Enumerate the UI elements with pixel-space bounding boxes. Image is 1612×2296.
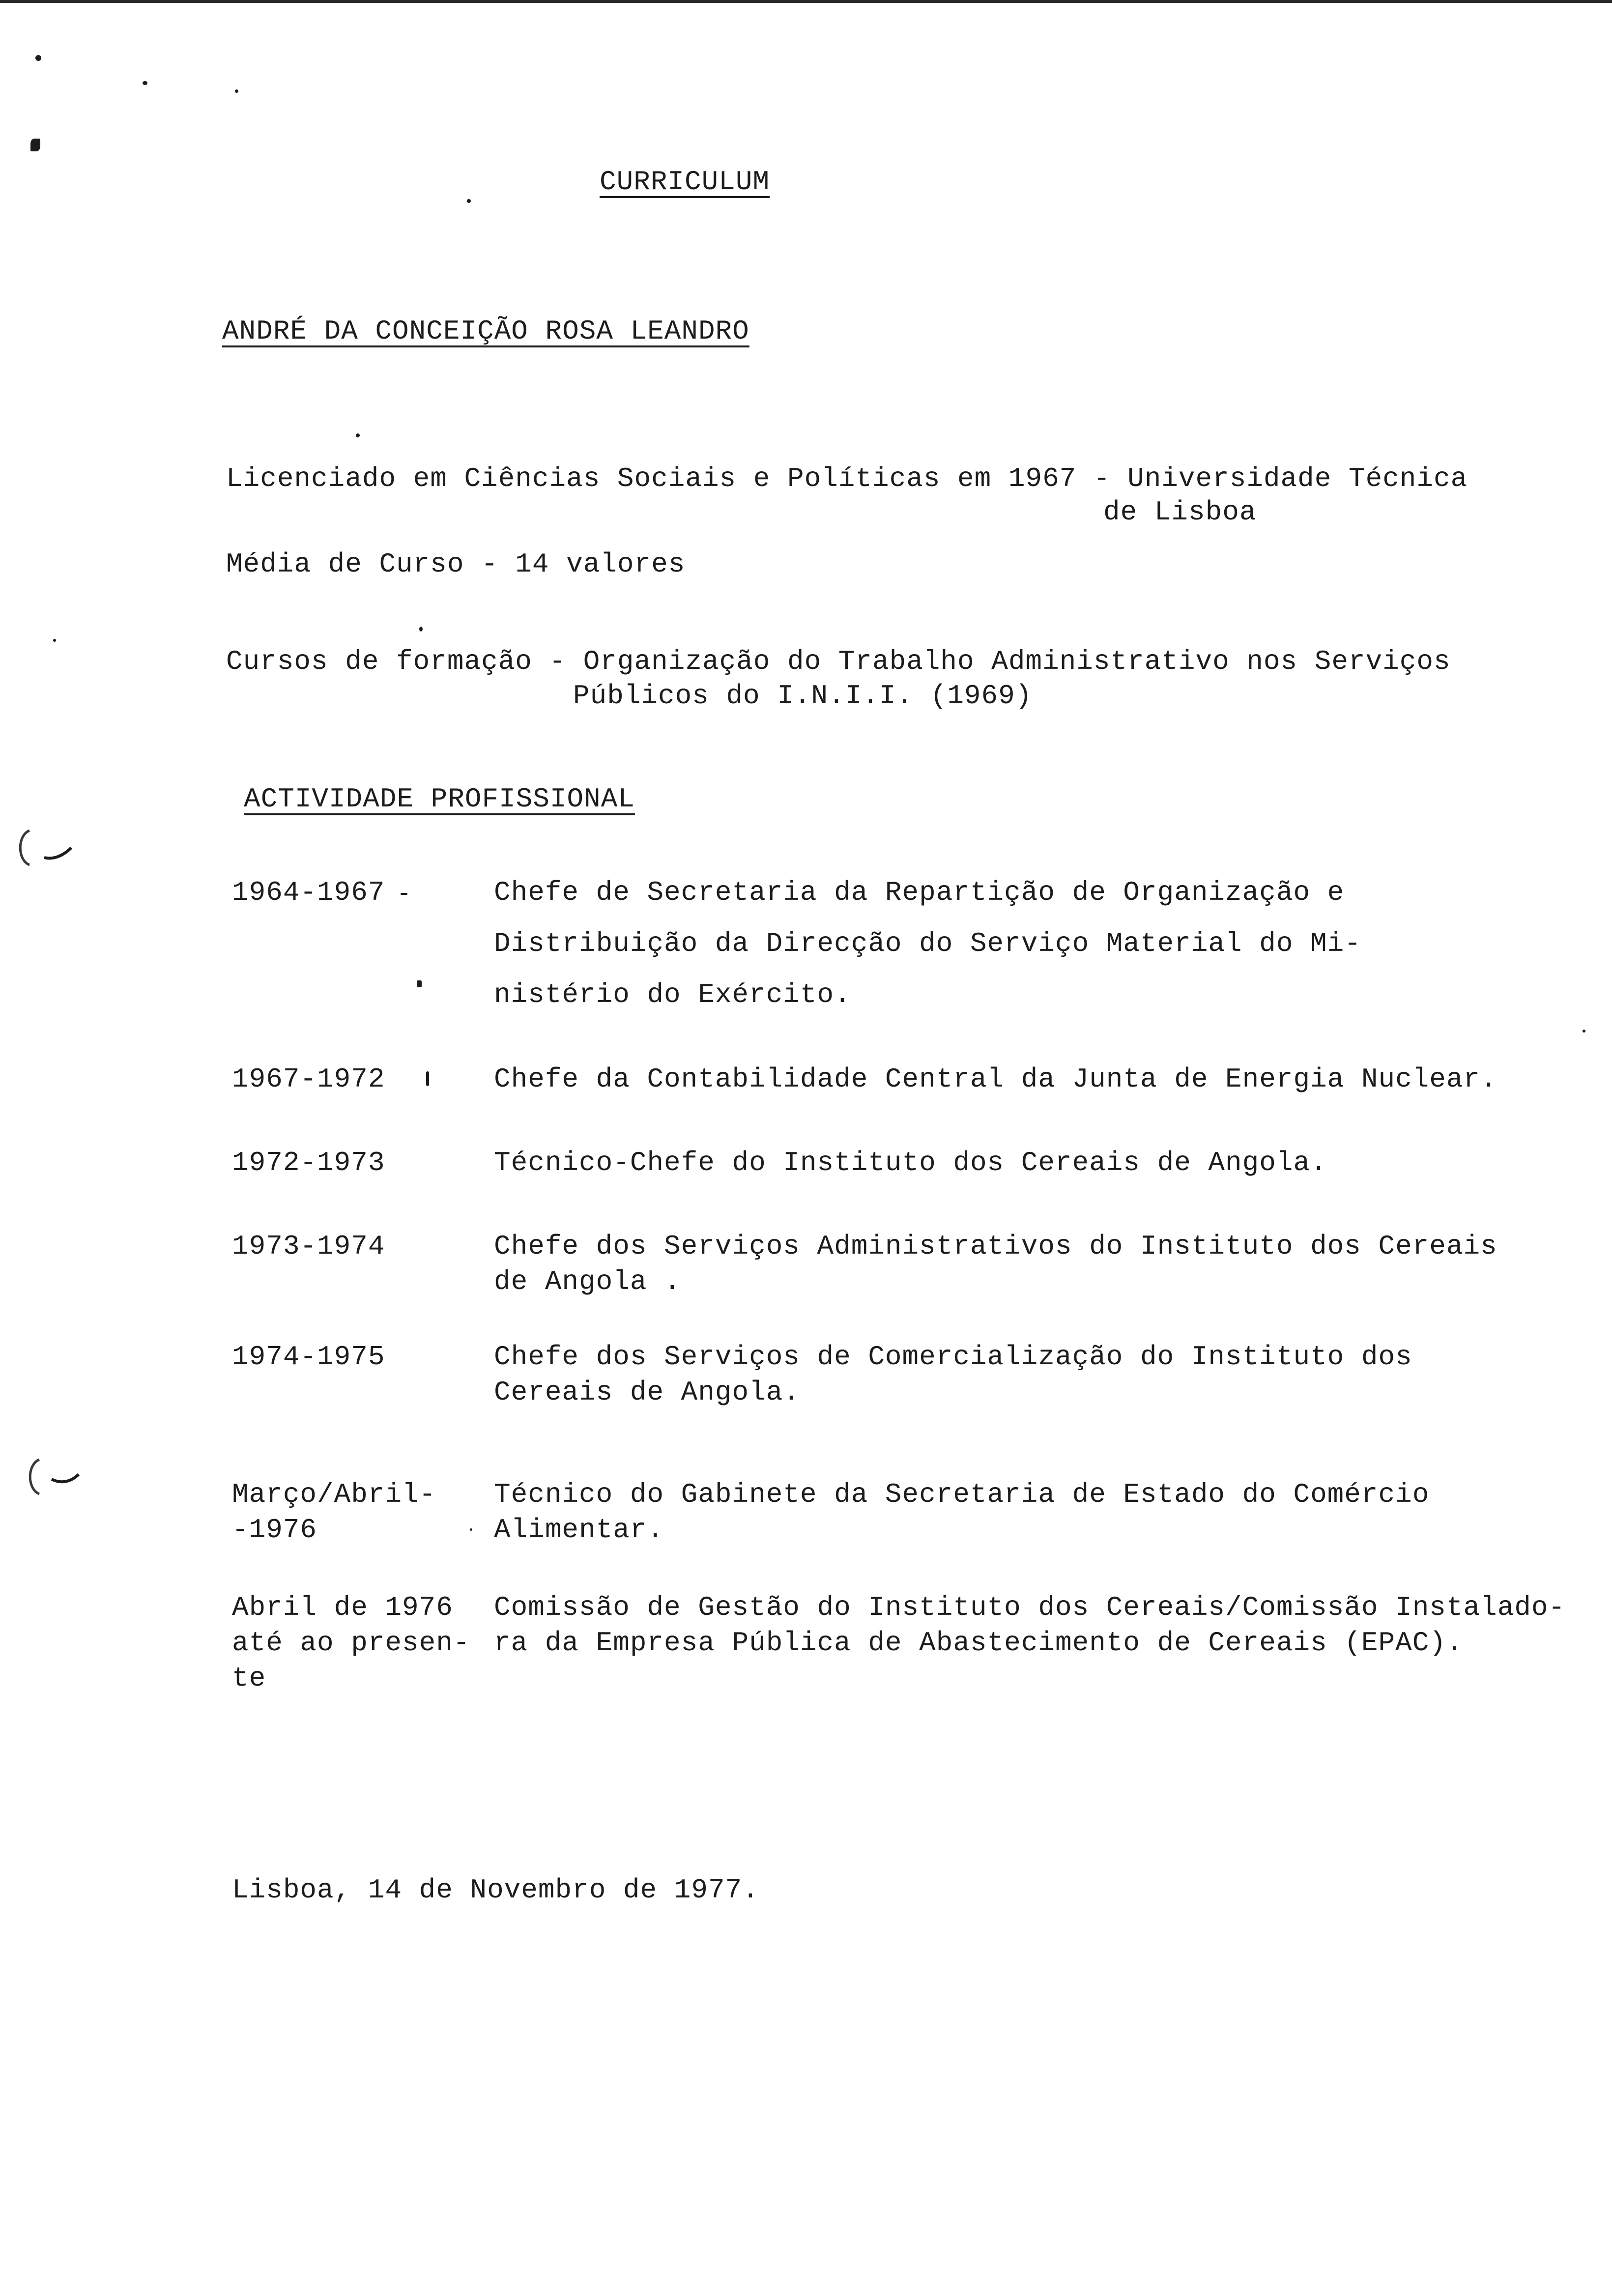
- activity-period: até ao presen-: [232, 1627, 470, 1659]
- activity-period: -1976: [232, 1514, 317, 1546]
- top-edge-rule: [0, 0, 1612, 3]
- activity-period: Abril de 1976: [232, 1592, 453, 1623]
- person-name: ANDRÉ DA CONCEIÇÃO ROSA LEANDRO: [222, 316, 749, 347]
- activity-description: Comissão de Gestão do Instituto dos Cereais/Comissão Instalado-: [494, 1592, 1566, 1623]
- activity-description: ra da Empresa Pública de Abastecimento de Cereais (EPAC).: [494, 1627, 1464, 1659]
- activity-description: Distribuição da Direcção do Serviço Material do Mi-: [494, 928, 1361, 959]
- scan-speck: [35, 55, 41, 61]
- activity-description: Chefe de Secretaria da Repartição de Organização e: [494, 877, 1345, 908]
- activity-period: 1967-1972: [232, 1063, 385, 1095]
- activity-period: te: [232, 1663, 266, 1694]
- activity-description: de Angola .: [494, 1266, 681, 1297]
- activity-description: nistério do Exército.: [494, 979, 851, 1010]
- scan-speck: [467, 199, 471, 203]
- scan-speck: [30, 139, 40, 151]
- activity-period: 1972-1973: [232, 1147, 385, 1178]
- activity-period: 1974-1975: [232, 1341, 385, 1373]
- degree-line-1: Licenciado em Ciências Sociais e Políticas em 1967 - Universidade Técnica: [226, 463, 1468, 494]
- activity-period: 1973-1974: [232, 1231, 385, 1262]
- place-and-date: Lisboa, 14 de Novembro de 1977.: [232, 1874, 759, 1906]
- activity-description: Chefe dos Serviços Administrativos do Instituto dos Cereais: [494, 1231, 1497, 1262]
- scan-speck: [53, 639, 56, 642]
- training-line-2: Públicos do I.N.I.I. (1969): [573, 680, 1033, 712]
- scan-speck: [426, 1071, 429, 1086]
- degree-line-2: de Lisboa: [1103, 496, 1257, 528]
- document-title: CURRICULUM: [600, 166, 770, 198]
- activity-period: 1964-1967: [232, 877, 385, 908]
- scan-speck: [419, 627, 423, 631]
- activity-description: Alimentar.: [494, 1514, 664, 1546]
- scan-speck: [401, 893, 407, 895]
- scan-speck: [470, 1528, 472, 1531]
- training-line-1: Cursos de formação - Organização do Trabalho Administrativo nos Serviços: [226, 646, 1451, 677]
- activity-period: Março/Abril-: [232, 1479, 436, 1510]
- course-average: Média de Curso - 14 valores: [226, 548, 686, 580]
- scan-speck: [235, 89, 238, 93]
- activity-description: Chefe dos Serviços de Comercialização do Instituto dos: [494, 1341, 1412, 1373]
- activity-description: Técnico-Chefe do Instituto dos Cereais de Angola.: [494, 1147, 1327, 1178]
- scan-speck: [143, 81, 147, 85]
- punch-hole-mark-upper: [15, 826, 74, 870]
- scan-speck: [1583, 1030, 1585, 1033]
- activity-description: Cereais de Angola.: [494, 1377, 800, 1408]
- punch-hole-mark-lower: [25, 1455, 84, 1499]
- scan-speck: [417, 980, 422, 987]
- activity-description: Chefe da Contabilidade Central da Junta de Energia Nuclear.: [494, 1063, 1497, 1095]
- scan-speck: [356, 433, 360, 437]
- activity-heading: ACTIVIDADE PROFISSIONAL: [244, 783, 635, 815]
- activity-description: Técnico do Gabinete da Secretaria de Estado do Comércio: [494, 1479, 1430, 1510]
